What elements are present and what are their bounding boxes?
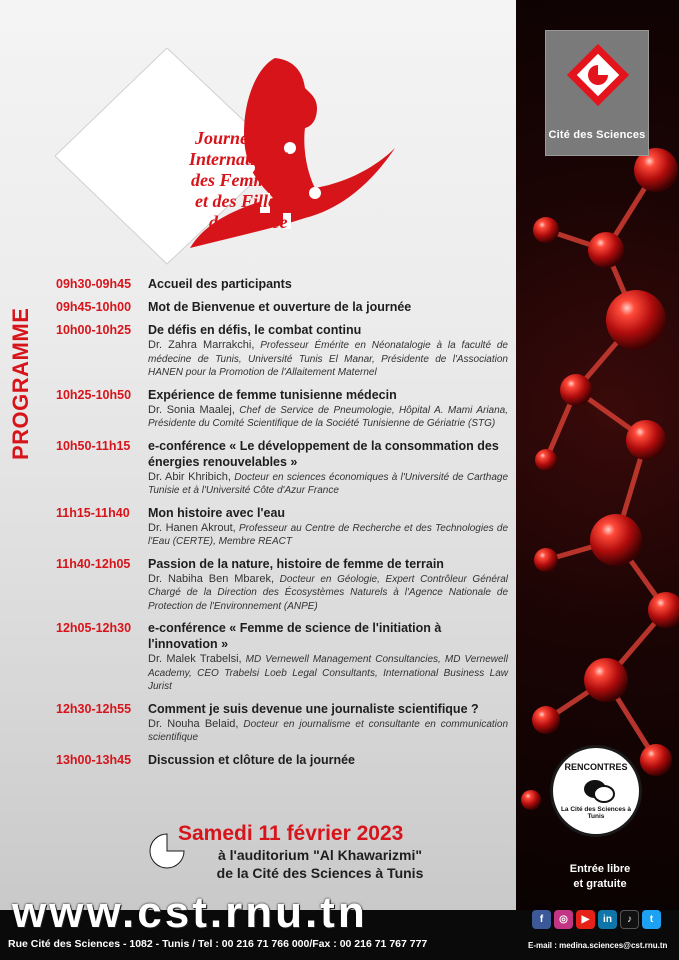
slot-title: Mot de Bienvenue et ouverture de la journée xyxy=(148,300,412,314)
social-links xyxy=(532,910,661,929)
schedule-item xyxy=(56,620,508,694)
facebook-icon[interactable]: f xyxy=(532,910,551,929)
linkedin-icon[interactable]: in xyxy=(598,910,617,929)
speaker-description: Chef de Service de Pneumologie, Hôpital A. Mami Ariana, Présidente du Comité Scientifique de la Société Tunisienne de Gériatrie (STG) xyxy=(148,404,508,429)
schedule-item xyxy=(56,505,508,549)
slot-speaker xyxy=(148,522,508,549)
molecule-atoms xyxy=(521,148,679,810)
slot-time: 12h30-12h55 xyxy=(56,701,132,716)
speaker-name: Dr. Zahra Marrakchi, xyxy=(148,339,255,351)
schedule-item xyxy=(56,438,508,498)
hero-title-line: et des Filles xyxy=(195,191,283,211)
hero-title-line: Journée xyxy=(195,128,257,148)
slot-title: Discussion et clôture de la journée xyxy=(148,752,356,767)
address-line: Rue Cité des Sciences - 1082 - Tunis / Tel : 00 216 71 766 000/Fax : 00 216 71 767 777 xyxy=(8,938,428,950)
schedule-item xyxy=(56,322,508,380)
hero-title xyxy=(189,128,305,233)
schedule-item xyxy=(56,299,508,315)
speaker-description: MD Vernewell Management Consultancies, MD Vernewell Academy, CEO Trabelsi Loeb Legal Consultants, International Business Law Jurist xyxy=(148,654,508,692)
speaker-name: Dr. Sonia Maalej, xyxy=(148,403,235,416)
slot-title: Expérience de femme tunisienne médecin xyxy=(148,387,397,402)
speaker-description: Docteur en Géologie, Expert Contrôleur Général Chargé de la Direction des Écosystèmes Naturels à l'Agence Nationale de Protection de l'Environnement (ANPE) xyxy=(148,573,509,612)
schedule-item xyxy=(56,752,508,768)
logo-emblem-icon xyxy=(546,31,650,131)
slot-speaker xyxy=(148,471,508,498)
slot-title: Comment je suis devenue une journaliste scientifique ? xyxy=(148,701,479,716)
youtube-icon[interactable]: ▶ xyxy=(576,910,595,929)
slot-time: 10h50-11h15 xyxy=(56,438,131,453)
schedule-item xyxy=(56,556,508,614)
slot-speaker xyxy=(148,404,508,431)
event-info xyxy=(150,822,510,882)
slot-title: e-conférence « Femme de science de l'initiation à l'innovation » xyxy=(148,621,442,651)
event-venue-line: à l'auditorium "Al Khawarizmi" xyxy=(217,847,423,863)
slot-speaker xyxy=(148,718,508,745)
speaker-description: Professeur Émérite en Néonatalogie à la faculté de médecine de Tunis, Université Tunis El Manar, Présidente de l'Association HANEN pour la Promotion de l'Allaitement Maternel xyxy=(148,340,508,378)
logo-label: Cité des Sciences xyxy=(548,129,646,141)
speaker-description: Docteur en sciences économiques à l'Université de Carthage Tunisie et à l'Université Côte d'Azur France xyxy=(148,471,509,496)
slot-time: 12h05-12h30 xyxy=(56,621,132,635)
slot-time: 11h15-11h40 xyxy=(56,505,130,520)
slot-title: Passion de la nature, histoire de femme de terrain xyxy=(148,556,444,571)
hero-title-line: Internationale xyxy=(189,149,297,169)
rencontres-subtitle: La Cité des Sciences à Tunis xyxy=(560,806,632,820)
speaker-name: Dr. Malek Trabelsi, xyxy=(148,653,242,665)
schedule-item xyxy=(56,276,508,292)
cite-des-sciences-logo xyxy=(545,30,649,156)
entry-line: Entrée libre xyxy=(569,863,631,875)
entry-line: et gratuite xyxy=(573,878,627,890)
speaker-name: Dr. Abir Khribich, xyxy=(148,470,231,483)
rencontres-badge xyxy=(550,745,642,837)
schedule-list xyxy=(56,276,508,775)
slot-title: Accueil des participants xyxy=(148,277,292,291)
slot-time: 13h00-13h45 xyxy=(56,752,132,767)
rencontres-title: RENCONTRES xyxy=(564,762,628,772)
slot-time: 10h25-10h50 xyxy=(56,387,132,402)
speaker-description: Professeur au Centre de Recherche et des Technologies de l'Eau (CERTE), Membre REACT xyxy=(148,522,509,547)
hero-graphic xyxy=(55,48,415,268)
programme-label: PROGRAMME xyxy=(8,307,33,460)
slot-title: Mon histoire avec l'eau xyxy=(148,505,286,520)
slot-title: e-conférence « Le développement de la consommation des énergies renouvelables » xyxy=(148,438,499,469)
email-contact[interactable]: E-mail : medina.sciences@cst.rnu.tn xyxy=(528,941,668,950)
slot-time: 11h40-12h05 xyxy=(56,556,131,571)
website-link[interactable]: www.cst.rnu.tn xyxy=(12,888,368,937)
entry-info xyxy=(555,862,645,892)
slot-time: 09h45-10h00 xyxy=(56,300,132,314)
slot-time: 09h30-09h45 xyxy=(56,277,132,291)
slot-speaker xyxy=(148,653,508,694)
slot-speaker xyxy=(148,573,508,614)
speaker-name: Dr. Nouha Belaid, xyxy=(148,717,239,730)
event-date: Samedi 11 février 2023 xyxy=(178,822,404,845)
hero-title-line: de Science xyxy=(209,212,288,232)
speech-bubbles-icon xyxy=(583,778,615,806)
schedule-item xyxy=(56,701,508,745)
slot-title: De défis en défis, le combat continu xyxy=(148,323,362,337)
slot-speaker xyxy=(148,339,508,380)
instagram-icon[interactable]: ◎ xyxy=(554,910,573,929)
slot-time: 10h00-10h25 xyxy=(56,323,132,337)
speaker-name: Dr. Nabiha Ben Mbarek, xyxy=(148,572,274,585)
hero-title-line: des Femmes xyxy=(191,170,283,190)
speaker-name: Dr. Hanen Akrout, xyxy=(148,521,236,534)
event-venue-line: de la Cité des Sciences à Tunis xyxy=(216,865,424,881)
speaker-description: Docteur en journalisme et consultante en communication scientifique xyxy=(148,718,508,743)
twitter-icon[interactable]: t xyxy=(642,910,661,929)
schedule-item xyxy=(56,387,508,431)
tiktok-icon[interactable]: ♪ xyxy=(620,910,639,929)
